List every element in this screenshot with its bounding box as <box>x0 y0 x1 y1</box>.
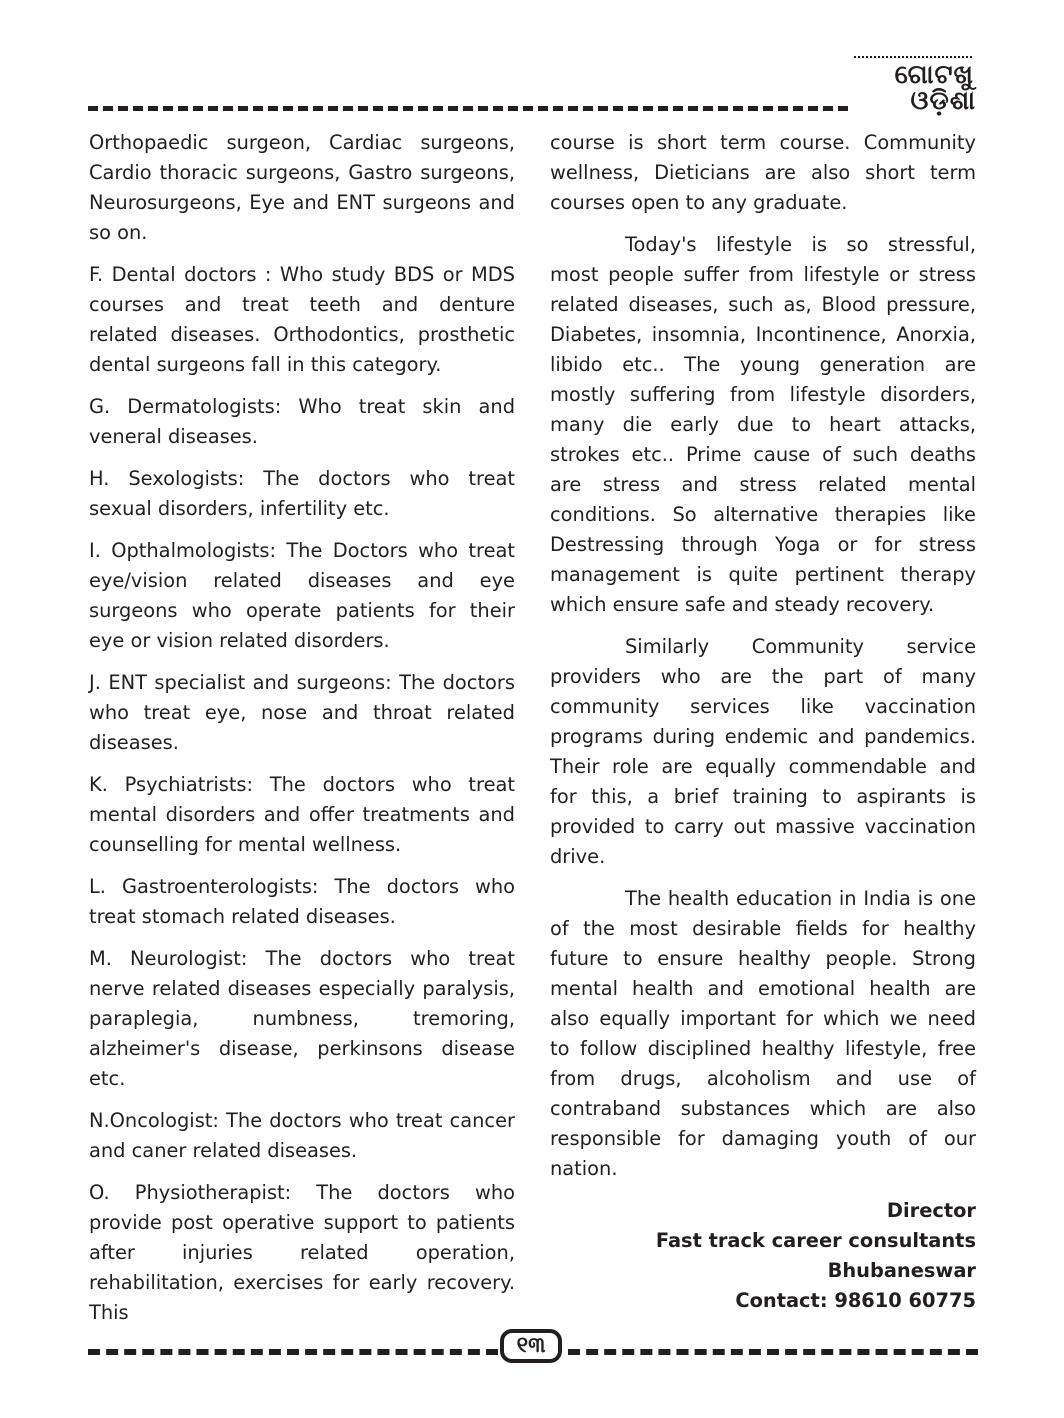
footer-dashed-rule-right <box>568 1349 978 1355</box>
logo-line-1: ଗୋଟଖୁ <box>894 60 974 90</box>
right-column <box>550 128 976 1316</box>
right-continuation: course is short term course. Community wellness, Dieticians are also short term courses open to any graduate. <box>550 131 976 214</box>
signature-title: Director <box>886 1199 976 1222</box>
page-number: ୧୩ <box>500 1329 562 1363</box>
right-paragraph-2: Similarly Community service providers who are the part of many community services like vaccination programs during endemic and pandemics. Their role are equally commendable and for this, a brief training to aspirants is provided to carry out massive vaccination drive. <box>550 635 976 868</box>
left-paragraph-8: L. Gastroenterologists: The doctors who treat stomach related diseases. <box>89 875 515 928</box>
left-paragraph-10: N.Oncologist: The doctors who treat cancer and caner related diseases. <box>89 1109 515 1162</box>
signature-contact: Contact: 98610 60775 <box>735 1289 976 1312</box>
left-paragraph-5: I. Opthalmologists: The Doctors who treat eye/vision related diseases and eye surgeons who operate patients for their eye or vision related disorders. <box>89 539 515 652</box>
left-paragraph-6: J. ENT specialist and surgeons: The doctors who treat eye, nose and throat related diseases. <box>89 671 515 754</box>
left-paragraph-2: F. Dental doctors : Who study BDS or MDS courses and treat teeth and denture related diseases. Orthodontics, prosthetic dental surgeons fall in this category. <box>89 263 515 376</box>
logo-line-2: ଓଡ଼ିଶା <box>910 86 976 116</box>
right-paragraph-1: Today's lifestyle is so stressful, most people suffer from lifestyle or stress related diseases, such as, Blood pressure, Diabetes, insomnia, Incontinence, Anorxia, libido etc.. The young generation are mostly suffering from lifestyle disorders, many die early due to heart attacks, strokes etc.. Prime cause of such deaths are stress and stress related mental conditions. So alternative therapies like Destressing through Yoga or for stress management is quite pertinent therapy which ensure safe and steady recovery. <box>550 233 976 616</box>
logo-decoration <box>854 56 972 58</box>
footer-dashed-rule-left <box>88 1349 498 1355</box>
signature-city: Bhubaneswar <box>827 1259 976 1282</box>
left-paragraph-4: H. Sexologists: The doctors who treat sexual disorders, infertility etc. <box>89 467 515 520</box>
right-paragraph-3: The health education in India is one of the most desirable fields for healthy future to ensure healthy people. Strong mental health and emotional health are also equally important for which we need to follow disciplined healthy lifestyle, free from drugs, alcoholism and use of contraband substances which are also responsible for damaging youth of our nation. <box>550 887 976 1180</box>
signature-organization: Fast track career consultants <box>655 1229 976 1252</box>
author-signature <box>550 1196 976 1316</box>
header-dashed-rule <box>88 106 848 111</box>
left-paragraph-1: Orthopaedic surgeon, Cardiac surgeons, Cardio thoracic surgeons, Gastro surgeons, Neurosurgeons, Eye and ENT surgeons and so on. <box>89 131 515 244</box>
left-paragraph-7: K. Psychiatrists: The doctors who treat mental disorders and offer treatments and counselling for mental wellness. <box>89 773 515 856</box>
left-column <box>89 128 515 1340</box>
left-paragraph-9: M. Neurologist: The doctors who treat nerve related diseases especially paralysis, paraplegia, numbness, tremoring, alzheimer's disease, perkinsons disease etc. <box>89 947 515 1090</box>
left-paragraph-11: O. Physiotherapist: The doctors who provide post operative support to patients after injuries related operation, rehabilitation, exercises for early recovery. This <box>89 1181 515 1324</box>
publication-logo <box>850 56 980 120</box>
left-paragraph-3: G. Dermatologists: Who treat skin and veneral diseases. <box>89 395 515 448</box>
